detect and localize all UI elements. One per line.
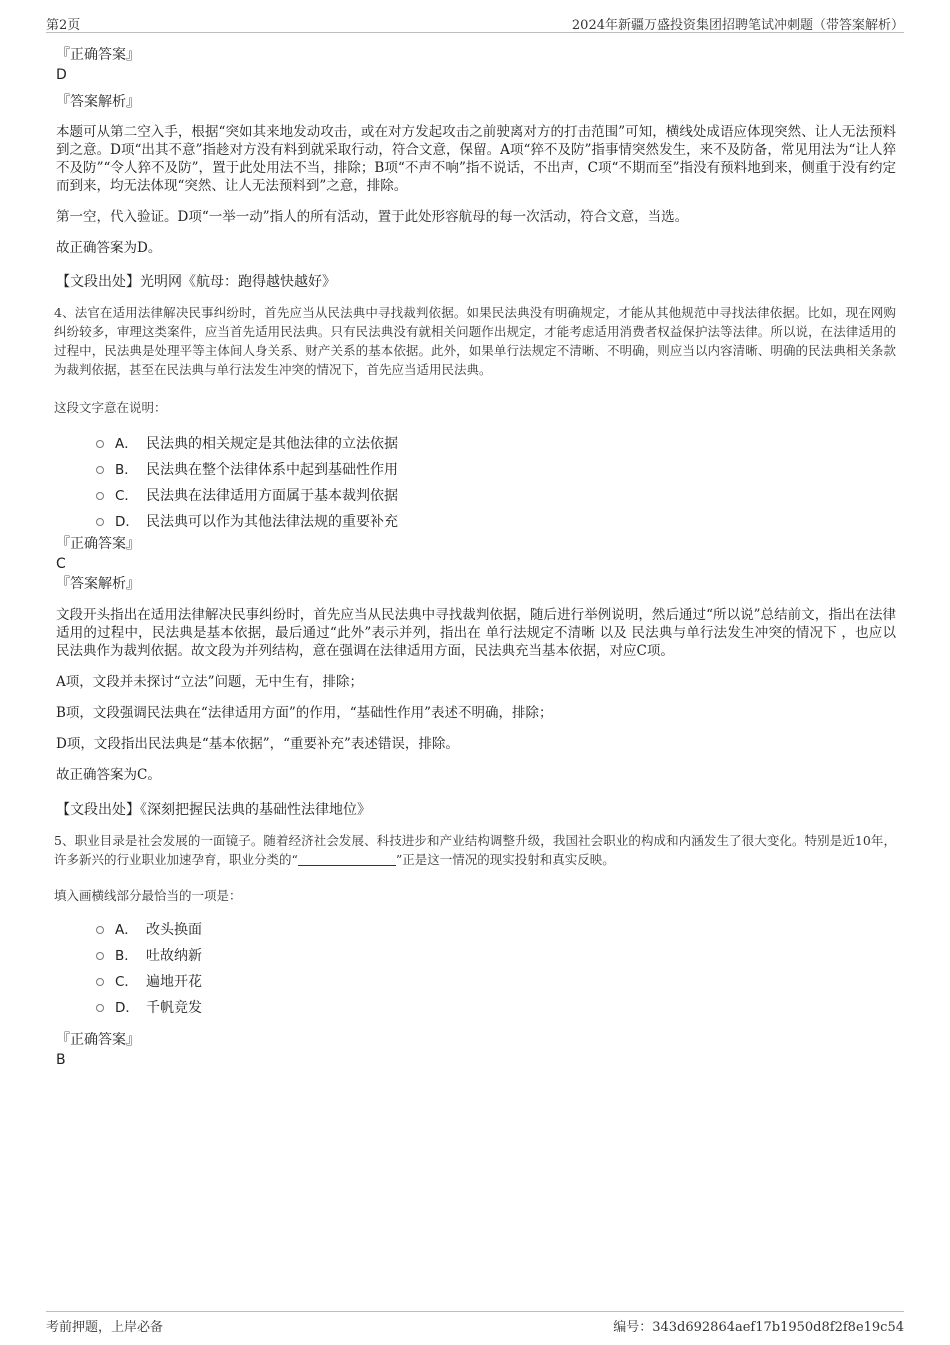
q5-stem: 5、职业目录是社会发展的一面镜子。随着经济社会发展、科技进步和产业结构调整升级，我国社会职业的构成和内涵发生了很大变化。特别是近10年，许多新兴的行业职业加速孕育，职业分类的“ ”正是这一情况的现实投射和真实反映。 (54, 833, 896, 867)
q4-option-d[interactable]: D． 民法典可以作为其他法律法规的重要补充 (56, 509, 896, 535)
page-footer (46, 1311, 904, 1336)
q5-option-b[interactable]: B． 吐故纳新 (56, 943, 896, 969)
correct-answer-label: 『正确答案』 (56, 536, 140, 552)
analysis-label: 『答案解析』 (56, 94, 140, 110)
q3-analysis-2: 第一空，代入验证。D项“一举一动”指人的所有活动，置于此处形容航母的每一次活动，符合文意，当选。 (56, 209, 689, 225)
radio-icon[interactable] (96, 1004, 104, 1012)
q4-option-c[interactable]: C． 民法典在法律适用方面属于基本裁判依据 (56, 483, 896, 509)
radio-icon[interactable] (96, 492, 104, 500)
q4-option-a[interactable]: A． 民法典的相关规定是其他法律的立法依据 (56, 431, 896, 457)
analysis-label: 『答案解析』 (56, 576, 140, 592)
q3-answer: D (56, 67, 67, 83)
q4-prompt: 这段文字意在说明： (54, 400, 167, 415)
q4-analysis-2: A项，文段并未探讨“立法”问题，无中生有，排除； (56, 674, 364, 690)
q4-answer: C (56, 556, 66, 572)
correct-answer-label: 『正确答案』 (56, 1032, 140, 1048)
q5-option-a[interactable]: A． 改头换面 (56, 917, 896, 943)
content (56, 46, 896, 1069)
q3-source: 【文段出处】光明网《航母：跑得越快越好》 (56, 274, 336, 290)
radio-icon[interactable] (96, 518, 104, 526)
q5-options (56, 917, 896, 1021)
q4-option-b[interactable]: B． 民法典在整个法律体系中起到基础性作用 (56, 457, 896, 483)
q4-analysis-3: B项，文段强调民法典在“法律适用方面”的作用，“基础性作用”表述不明确，排除； (56, 705, 553, 721)
q5-answer: B (56, 1052, 66, 1068)
q4-conclusion: 故正确答案为C。 (56, 767, 161, 783)
fill-blank (298, 853, 396, 866)
q5-option-c[interactable]: C． 遍地开花 (56, 969, 896, 995)
radio-icon[interactable] (96, 440, 104, 448)
q4-analysis-1: 文段开头指出在适用法律解决民事纠纷时，首先应当从民法典中寻找裁判依据，随后进行举例说明，然后通过“所以说”总结前文，指出在法律适用的过程中，民法典是基本依据，最后通过“此外”表示并列，指出在 单行法规定不清晰 以及 民法典与单行法发生冲突的情况下 ，也应以民法典作为裁判依据。故文段为并列结构，意在强调在法律适用方面，民法典充当基本依据，对应C项。 (56, 607, 896, 659)
q4-stem: 4、法官在适用法律解决民事纠纷时，首先应当从民法典中寻找裁判依据。如果民法典没有明确规定，才能从其他规范中寻找法律依据。比如，现在网购纠纷较多，审理这类案件，应当首先适用民法典。只有民法典没有就相关问题作出规定，才能考虑适用消费者权益保护法等法律。所以说，在法律适用的过程中，民法典是处理平等主体间人身关系、财产关系的基本依据。此外，如果单行法规定不清晰、不明确，则应当以内容清晰、明确的民法典相关条款为裁判依据，甚至在民法典与单行法发生冲突的情况下，首先应当适用民法典。 (54, 305, 896, 377)
q4-options (56, 431, 896, 535)
q4-analysis-4: D项，文段指出民法典是“基本依据”，“重要补充”表述错误，排除。 (56, 736, 459, 752)
radio-icon[interactable] (96, 952, 104, 960)
page-number: 第2页 (46, 18, 81, 33)
document-title: 2024年新疆万盛投资集团招聘笔试冲刺题（带答案解析） (571, 18, 904, 33)
correct-answer-label: 『正确答案』 (56, 47, 140, 63)
q5-option-d[interactable]: D． 千帆竞发 (56, 995, 896, 1021)
q4-source: 【文段出处】《深刻把握民法典的基础性法律地位》 (56, 802, 371, 818)
q3-analysis-1: 本题可从第二空入手，根据“突如其来地发动攻击，或在对方发起攻击之前驶离对方的打击范围”可知，横线处成语应体现突然、让人无法预料到之意。D项“出其不意”指趁对方没有料到就采取行动，符合文意，保留。A项“猝不及防”指事情突然发生，来不及防备，常见用法为“让人猝不及防”“令人猝不及防”，置于此处用法不当，排除；B项“不声不响”指不说话，不出声，C项“不期而至”指没有预料地到来，侧重于没有约定而到来，均无法体现“突然、让人无法预料到”之意，排除。 (56, 124, 896, 194)
footer-slogan: 考前押题，上岸必备 (46, 1320, 164, 1335)
document-code: 编号：343d692864aef17b1950d8f2f8e19c54 (613, 1320, 904, 1335)
radio-icon[interactable] (96, 926, 104, 934)
q5-prompt: 填入画横线部分最恰当的一项是： (54, 888, 242, 903)
q3-conclusion: 故正确答案为D。 (56, 240, 162, 256)
page-header (46, 12, 904, 33)
radio-icon[interactable] (96, 978, 104, 986)
radio-icon[interactable] (96, 466, 104, 474)
